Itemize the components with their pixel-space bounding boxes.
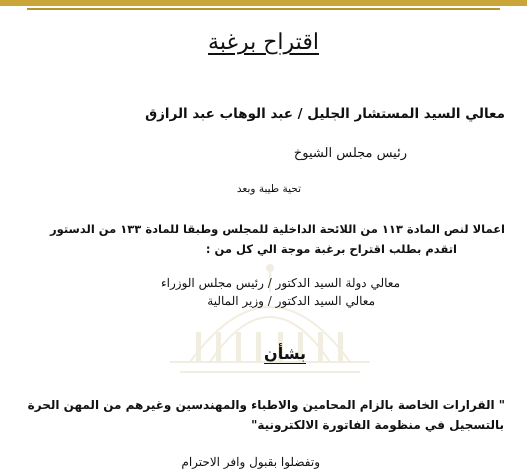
top-divider-line	[27, 8, 500, 10]
addressee-title: رئيس مجلس الشيوخ	[293, 146, 407, 161]
greeting-line: تحية طيبة وبعد	[236, 183, 301, 195]
subject-line-1: " القرارات الخاصة بالزام المحامين والاطباء والمهندسين وغيرهم من المهن الحرة	[27, 398, 505, 412]
document-heading: اقتراح برغبة	[208, 30, 319, 55]
body-paragraph-line-2: اتقدم بطلب اقتراح برغبة موجة الي كل من :	[205, 242, 457, 256]
top-gold-band	[0, 0, 527, 6]
body-paragraph-line-1: اعمالا لنص المادة ١١٣ من اللائحة الداخلية للمجلس وطبقا للمادة ١٣٣ من الدستور	[50, 222, 505, 236]
closing-line: وتفضلوا بقبول وافر الاحترام	[181, 455, 320, 469]
recipient-prime-minister: معالي دولة السيد الدكتور / رئيس مجلس الوزراء	[161, 276, 400, 290]
regarding-label: بشأن	[264, 344, 306, 363]
subject-line-2: بالتسجيل في منظومة الفاتورة الالكترونية"	[251, 418, 504, 432]
addressee-line: معالي السيد المستشار الجليل / عبد الوهاب عبد الرازق	[145, 106, 505, 122]
recipient-finance-minister: معالي السيد الدكتور / وزير المالية	[207, 294, 375, 308]
